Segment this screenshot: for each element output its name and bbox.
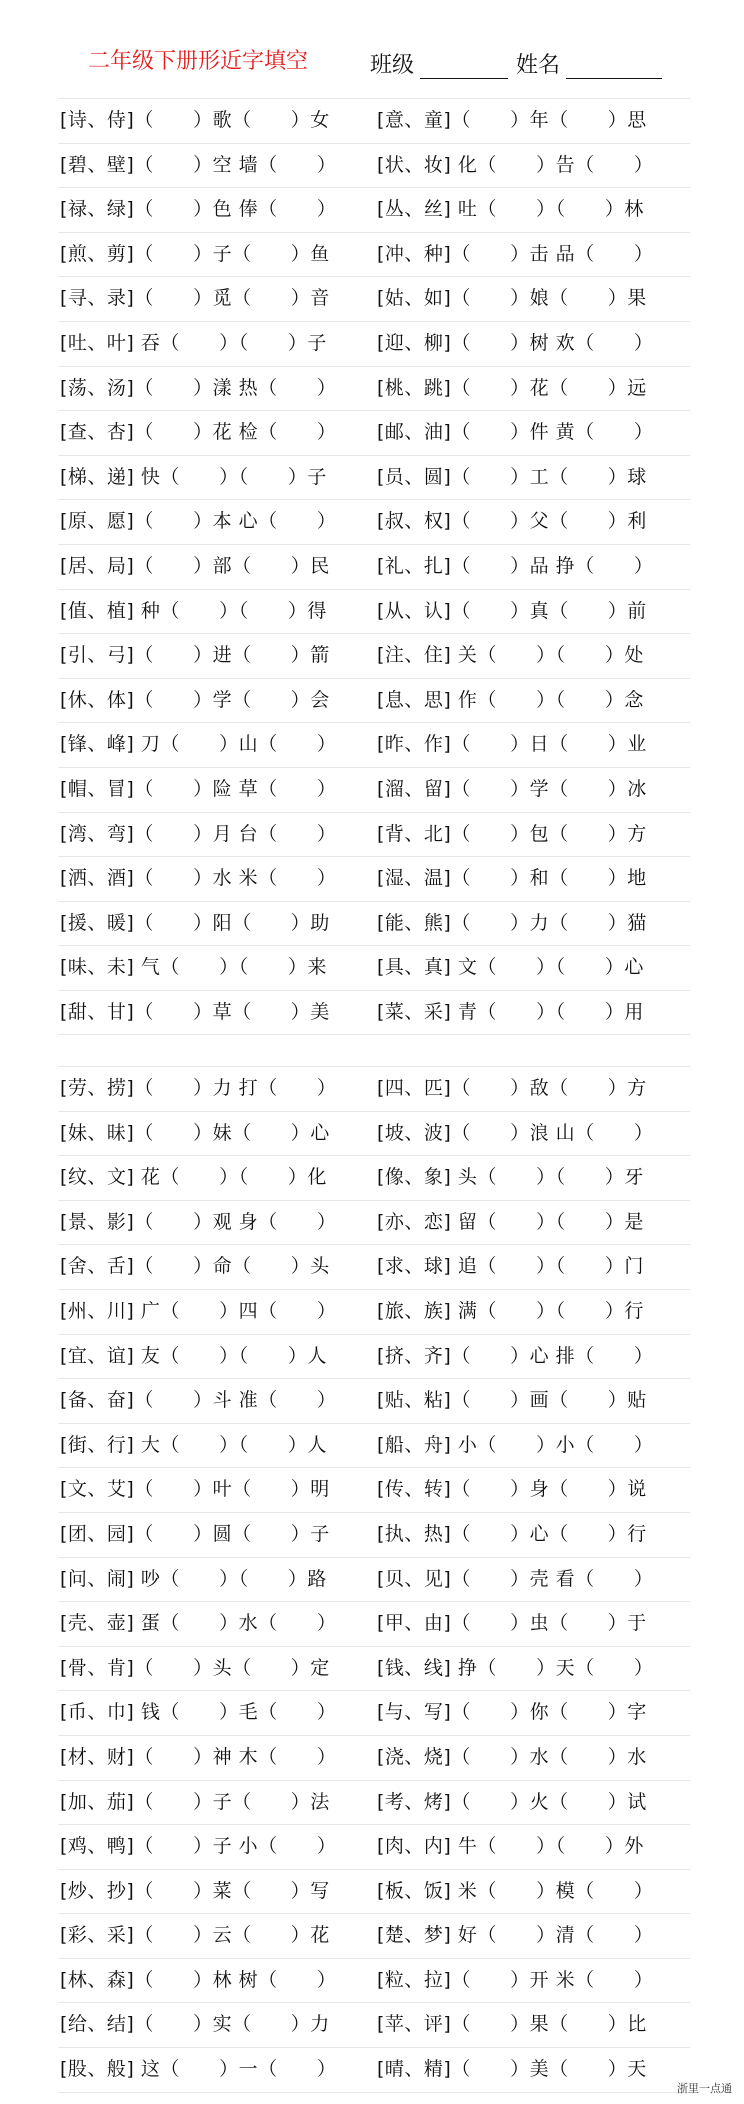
exercise-row (58, 276, 690, 321)
exercise-item-right[interactable]: [菜、采] 青（ ）（ ）用 (377, 1000, 644, 1023)
class-name-fields (370, 48, 662, 79)
exercise-item-right[interactable]: [邮、油]（ ）件 黄（ ） (377, 421, 654, 444)
exercise-item-right[interactable]: [楚、梦] 好（ ）清（ ） (377, 1924, 654, 1947)
exercise-row (58, 321, 690, 366)
exercise-item-right[interactable]: [具、真] 文（ ）（ ）心 (377, 956, 644, 979)
exercise-item-left[interactable]: [值、植] 种（ ）（ ）得 (60, 599, 327, 622)
exercise-row (58, 990, 690, 1036)
exercise-row (58, 1066, 690, 1111)
exercise-row (58, 722, 690, 767)
exercise-row (58, 1467, 690, 1512)
class-blank[interactable] (420, 58, 508, 79)
exercise-item-left[interactable]: [股、般] 这（ ）一（ ） (60, 2058, 337, 2081)
exercise-row (58, 1200, 690, 1245)
exercise-item-left[interactable]: [币、巾] 钱（ ）毛（ ） (60, 1701, 337, 1724)
exercise-row (58, 98, 690, 143)
worksheet-title: 二年级下册形近字填空 (88, 49, 309, 74)
exercise-item-left[interactable]: [寻、录]（ ）觅（ ）音 (60, 287, 330, 310)
exercise-row (58, 767, 690, 812)
exercise-item-left[interactable]: [味、未] 气（ ）（ ）来 (60, 956, 327, 979)
exercise-item-left[interactable]: [碧、壁]（ ）空 墙（ ） (60, 153, 337, 176)
exercise-item-right[interactable]: [叔、权]（ ）父（ ）利 (377, 510, 647, 533)
exercise-item-right[interactable]: [与、写]（ ）你（ ）字 (377, 1701, 647, 1724)
exercise-row (58, 499, 690, 544)
exercise-item-right[interactable]: [肉、内] 牛（ ）（ ）外 (377, 1835, 644, 1858)
exercise-item-left[interactable]: [备、奋]（ ）斗 准（ ） (60, 1389, 337, 1412)
exercise-item-right[interactable]: [坡、波]（ ）浪 山（ ） (377, 1121, 654, 1144)
exercise-row (58, 633, 690, 678)
exercise-item-right[interactable]: [桃、跳]（ ）花（ ）远 (377, 376, 647, 399)
exercise-item-right[interactable]: [传、转]（ ）身（ ）说 (377, 1478, 647, 1501)
exercise-item-right[interactable]: [甲、由]（ ）虫（ ）于 (377, 1612, 647, 1635)
exercise-item-right[interactable]: [息、思] 作（ ）（ ）念 (377, 688, 644, 711)
exercise-row (58, 232, 690, 277)
exercise-item-right[interactable]: [苹、评]（ ）果（ ）比 (377, 2013, 647, 2036)
exercise-item-left[interactable]: [劳、捞]（ ）力 打（ ） (60, 1077, 337, 1099)
exercise-row (58, 2002, 690, 2047)
exercise-row (58, 1735, 690, 1780)
exercise-row (58, 455, 690, 500)
exercise-row (58, 1512, 690, 1557)
exercise-item-left[interactable]: [锋、峰] 刀（ ）山（ ） (60, 733, 337, 756)
exercise-item-left[interactable]: [纹、文] 花（ ）（ ）化 (60, 1166, 327, 1189)
exercise-row (58, 1244, 690, 1289)
exercise-item-right[interactable]: [像、象] 头（ ）（ ）牙 (377, 1166, 644, 1189)
exercise-row (58, 1155, 690, 1200)
exercise-row (58, 901, 690, 946)
exercise-row (58, 1958, 690, 2003)
exercise-row (58, 2047, 690, 2093)
class-label: 班级 (370, 53, 415, 78)
exercise-item-right[interactable]: [执、热]（ ）心（ ）行 (377, 1522, 647, 1545)
exercise-row (58, 410, 690, 455)
exercise-item-right[interactable]: [从、认]（ ）真（ ）前 (377, 599, 647, 622)
exercise-item-right[interactable]: [贴、粘]（ ）画（ ）贴 (377, 1389, 647, 1412)
name-blank[interactable] (566, 58, 662, 79)
exercise-item-right[interactable]: [背、北]（ ）包（ ）方 (377, 822, 647, 845)
exercise-item-left[interactable]: [原、愿]（ ）本 心（ ） (60, 510, 337, 533)
exercise-item-left[interactable]: [居、局]（ ）部（ ）民 (60, 554, 330, 577)
exercise-section-2 (58, 1066, 690, 2093)
exercise-row (58, 1646, 690, 1691)
exercise-item-left[interactable]: [骨、肯]（ ）头（ ）定 (60, 1656, 330, 1679)
exercise-row (58, 1913, 690, 1958)
exercise-item-right[interactable]: [晴、精]（ ）美（ ）天 (377, 2058, 647, 2081)
exercise-item-left[interactable]: [壳、壶] 蛋（ ）水（ ） (60, 1612, 337, 1635)
exercise-row (58, 1423, 690, 1468)
exercise-item-right[interactable]: [冲、种]（ ）击 品（ ） (377, 242, 654, 265)
exercise-item-left[interactable]: [炒、抄]（ ）菜（ ）写 (60, 1879, 330, 1902)
exercise-item-right[interactable]: [船、舟] 小（ ）小（ ） (377, 1433, 654, 1456)
exercise-row (58, 1824, 690, 1869)
exercise-item-left[interactable]: [梯、递] 快（ ）（ ）子 (60, 465, 327, 488)
exercise-item-left[interactable]: [材、财]（ ）神 木（ ） (60, 1745, 337, 1768)
exercise-item-right[interactable]: [浇、烧]（ ）水（ ）水 (377, 1745, 647, 1768)
exercise-row (58, 143, 690, 188)
exercise-item-right[interactable]: [湿、温]（ ）和（ ）地 (377, 867, 647, 890)
exercise-item-left[interactable]: [宜、谊] 友（ ）（ ）人 (60, 1344, 327, 1367)
exercise-item-right[interactable]: [挤、齐]（ ）心 排（ ） (377, 1344, 654, 1367)
exercise-item-right[interactable]: [注、住] 关（ ）（ ）处 (377, 644, 644, 667)
exercise-item-right[interactable]: [能、熊]（ ）力（ ）猫 (377, 911, 647, 934)
exercise-item-right[interactable]: [状、妆] 化（ ）告（ ） (377, 153, 654, 176)
exercise-row (58, 1289, 690, 1334)
exercise-item-left[interactable]: [加、茄]（ ）子（ ）法 (60, 1790, 330, 1813)
exercise-item-right[interactable]: [姑、如]（ ）娘（ ）果 (377, 287, 647, 310)
exercise-item-left[interactable]: [帽、冒]（ ）险 草（ ） (60, 777, 337, 800)
exercise-item-left[interactable]: [给、结]（ ）实（ ）力 (60, 2013, 330, 2036)
exercise-item-left[interactable]: [街、行] 大（ ）（ ）人 (60, 1433, 327, 1456)
exercise-row (58, 366, 690, 411)
exercise-item-left[interactable]: [景、影]（ ）观 身（ ） (60, 1210, 337, 1233)
exercise-item-left[interactable]: [诗、侍]（ ）歌（ ）女 (60, 109, 330, 131)
exercise-item-right[interactable]: [求、球] 追（ ）（ ）门 (377, 1255, 644, 1278)
exercise-item-right[interactable]: [亦、恋] 留（ ）（ ）是 (377, 1210, 644, 1233)
exercise-row (58, 1111, 690, 1156)
exercise-row (58, 945, 690, 990)
exercise-section-1 (58, 98, 690, 1035)
exercise-row (58, 856, 690, 901)
exercise-row (58, 544, 690, 589)
exercise-row (58, 589, 690, 634)
exercise-row (58, 1869, 690, 1914)
exercise-item-left[interactable]: [休、体]（ ）学（ ）会 (60, 688, 330, 711)
exercise-item-left[interactable]: [荡、汤]（ ）漾 热（ ） (60, 376, 337, 399)
exercise-row (58, 1557, 690, 1602)
exercise-row (58, 812, 690, 857)
exercise-item-right[interactable]: [溜、留]（ ）学（ ）冰 (377, 777, 647, 800)
exercise-row (58, 678, 690, 723)
exercise-row (58, 1601, 690, 1646)
exercise-item-right[interactable]: [钱、线] 挣（ ）天（ ） (377, 1656, 654, 1679)
exercise-row (58, 1780, 690, 1825)
exercise-item-right[interactable]: [旅、族] 满（ ）（ ）行 (377, 1299, 644, 1322)
exercise-item-left[interactable]: [洒、酒]（ ）水 米（ ） (60, 867, 337, 890)
exercise-item-right[interactable]: [昨、作]（ ）日（ ）业 (377, 733, 647, 756)
exercise-item-right[interactable]: [板、饭] 米（ ）模（ ） (377, 1879, 654, 1902)
exercise-item-right[interactable]: [考、烤]（ ）火（ ）试 (377, 1790, 647, 1813)
exercise-item-left[interactable]: [彩、采]（ ）云（ ）花 (60, 1924, 330, 1947)
exercise-item-left[interactable]: [查、杏]（ ）花 检（ ） (60, 421, 337, 444)
exercise-item-right[interactable]: [迎、柳]（ ）树 欢（ ） (377, 331, 654, 354)
exercise-item-left[interactable]: [州、川] 广（ ）四（ ） (60, 1299, 337, 1322)
exercise-row (58, 187, 690, 232)
exercise-item-left[interactable]: [湾、弯]（ ）月 台（ ） (60, 822, 337, 845)
exercise-item-left[interactable]: [妹、昧]（ ）妹（ ）心 (60, 1121, 330, 1144)
exercise-item-left[interactable]: [文、艾]（ ）叶（ ）明 (60, 1478, 330, 1501)
exercise-item-left[interactable]: [舍、舌]（ ）命（ ）头 (60, 1255, 330, 1278)
exercise-item-right[interactable]: [员、圆]（ ）工（ ）球 (377, 465, 647, 488)
exercise-item-left[interactable]: [煎、剪]（ ）子（ ）鱼 (60, 242, 330, 265)
exercise-item-left[interactable]: [吐、叶] 吞（ ）（ ）子 (60, 331, 327, 354)
exercise-item-left[interactable]: [问、闹] 吵（ ）（ ）路 (60, 1567, 327, 1590)
exercise-item-left[interactable]: [林、森]（ ）林 树（ ） (60, 1968, 337, 1991)
exercise-item-right[interactable]: [贝、见]（ ）壳 看（ ） (377, 1567, 654, 1590)
exercise-item-left[interactable]: [甜、甘]（ ）草（ ）美 (60, 1000, 330, 1023)
exercise-row (58, 1378, 690, 1423)
exercise-item-right[interactable]: [粒、拉]（ ）开 米（ ） (377, 1968, 654, 1991)
exercise-item-right[interactable]: [四、匹]（ ）敌（ ）方 (377, 1077, 647, 1099)
name-label: 姓名 (516, 53, 561, 78)
exercise-item-left[interactable]: [援、暖]（ ）阳（ ）助 (60, 911, 330, 934)
exercise-item-right[interactable]: [丛、丝] 吐（ ）（ ）林 (377, 198, 644, 221)
footer-brand: 浙里一点通 (677, 2082, 732, 2095)
exercise-item-left[interactable]: [团、园]（ ）圆（ ）子 (60, 1522, 330, 1545)
exercise-item-right[interactable]: [意、童]（ ）年（ ）思 (377, 109, 647, 131)
exercise-row (58, 1334, 690, 1379)
exercise-item-right[interactable]: [礼、扎]（ ）品 挣（ ） (377, 554, 654, 577)
exercise-item-left[interactable]: [鸡、鸭]（ ）子 小（ ） (60, 1835, 337, 1858)
exercise-row (58, 1690, 690, 1735)
exercise-item-left[interactable]: [禄、绿]（ ）色 俸（ ） (60, 198, 337, 221)
exercise-item-left[interactable]: [引、弓]（ ）进（ ）箭 (60, 644, 330, 667)
